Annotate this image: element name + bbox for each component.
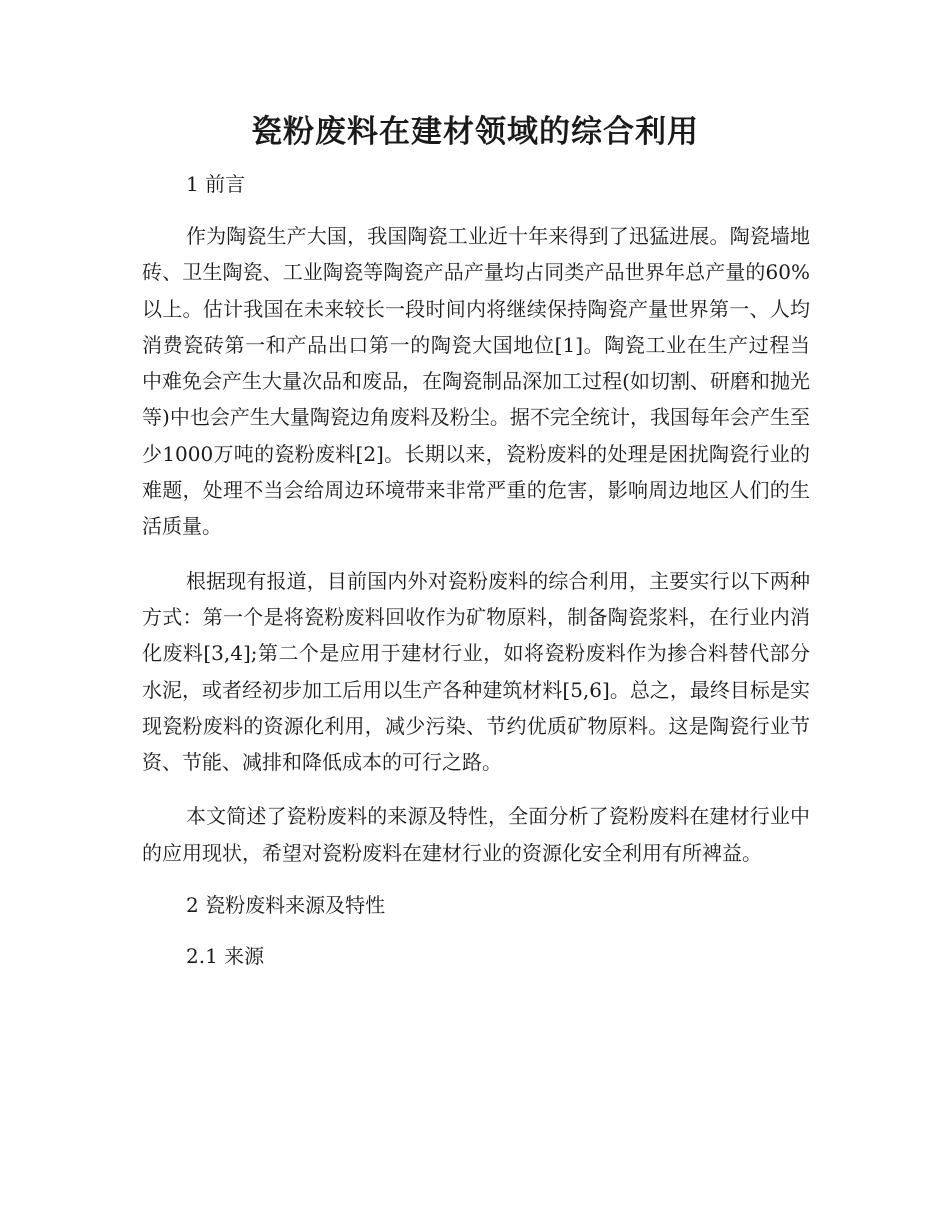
section-heading-source-properties: 2 瓷粉废料来源及特性 [186,893,386,918]
section-heading-introduction: 1 前言 [186,172,246,196]
subsection-heading-source: 2.1 来源 [186,944,265,969]
paragraph-introduction-1: 作为陶瓷生产大国，我国陶瓷工业近十年来得到了迅猛进展。陶瓷墙地砖、卫生陶瓷、工业陶瓷等陶瓷产品产量均占同类产品世界年总产量的60%以上。估计我国在未来较长一段时间内将继续保持陶瓷产量世界第一、人均消费瓷砖第一和产品出口第一的陶瓷大国地位[1]。陶瓷工业在生产过程当中难免会产生大量次品和废品，在陶瓷制品深加工过程(如切割、研磨和抛光等)中也会产生大量陶瓷边角废料及粉尘。据不完全统计，我国每年会产生至少1000万吨的瓷粉废料[2]。长期以来，瓷粉废料的处理是困扰陶瓷行业的难题，处理不当会给周边环境带来非常严重的危害，影响周边地区人们的生活质量。 [142,224,810,539]
document-title: 瓷粉废料在建材领域的综合利用 [251,114,699,150]
paragraph-introduction-2: 根据现有报道，目前国内外对瓷粉废料的综合利用，主要实行以下两种方式：第一个是将瓷粉废料回收作为矿物原料，制备陶瓷浆料，在行业内消化废料[3,4];第二个是应用于建材行业，如将瓷粉废料作为掺合料替代部分水泥，或者经初步加工后用以生产各种建筑材料[5,6]。总之，最终目标是实现瓷粉废料的资源化利用，减少污染、节约优质矿物原料。这是陶瓷行业节资、节能、减排和降低成本的可行之路。 [142,568,810,775]
document-body [142,167,810,973]
paragraph-introduction-3: 本文简述了瓷粉废料的来源及特性，全面分析了瓷粉废料在建材行业中的应用现状，希望对瓷粉废料在建材行业的资源化安全利用有所裨益。 [142,804,810,865]
